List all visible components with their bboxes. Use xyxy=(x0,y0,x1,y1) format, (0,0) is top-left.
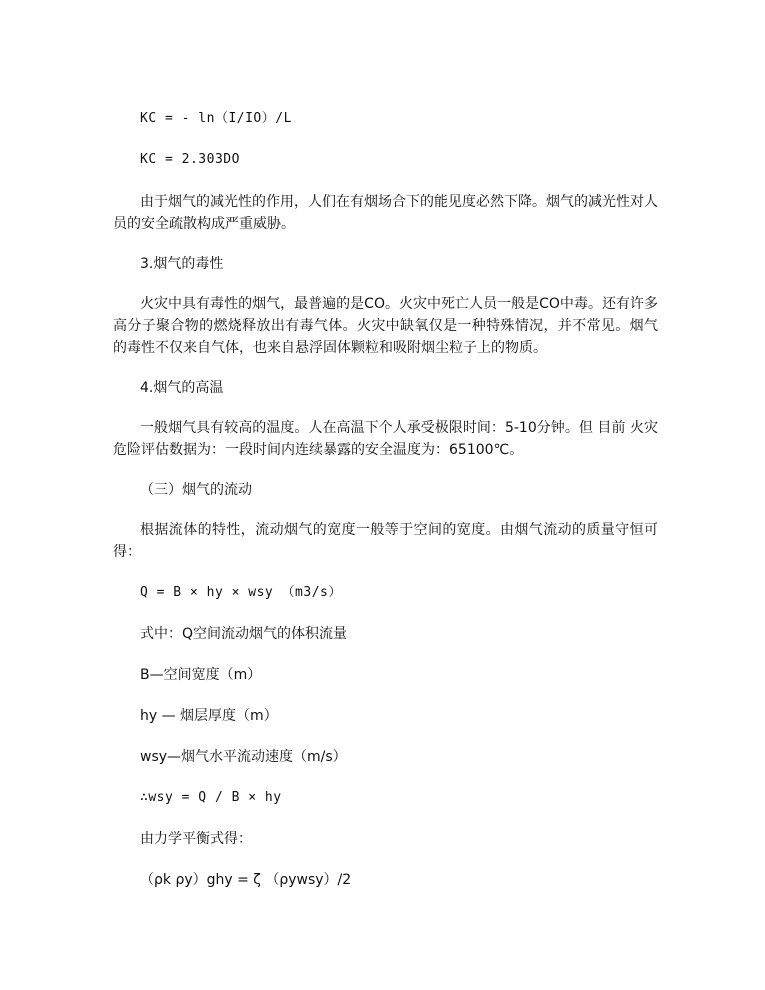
heading-high-temperature: 4.烟气的高温 xyxy=(140,380,224,396)
definition-hy: hy — 烟层厚度（m） xyxy=(140,708,278,724)
formula-wsy: ∴wsy = Q / B × hy xyxy=(140,790,282,805)
text-mechanical-balance: 由力学平衡式得： xyxy=(140,831,252,847)
heading-toxicity: 3.烟气的毒性 xyxy=(140,256,224,272)
paragraph-high-temperature: 一般烟气具有较高的温度。人在高温下个人承受极限时间：5-10分钟。但 目前 火灾危险评估数据为：一段时间内连续暴露的安全温度为：65100℃。 xyxy=(113,420,658,458)
formula-flow-rate: Q = B × hy × wsy （m3/s） xyxy=(140,585,342,600)
paragraph-light-reduction: 由于烟气的减光性的作用，人们在有烟场合下的能见度必然下降。烟气的减光性对人员的安全疏散构成严重威胁。 xyxy=(113,194,658,232)
formula-balance: （ρk ρy）ghy = ζ （ρywsy）/2 xyxy=(140,872,352,888)
formula-kc-ln: KC = - ln（I/IO）/L xyxy=(140,111,292,126)
paragraph-smoke-flow: 根据流体的特性，流动烟气的宽度一般等于空间的宽度。由烟气流动的质量守恒可得： xyxy=(113,522,658,560)
definition-q: 式中：Q空间流动烟气的体积流量 xyxy=(140,626,348,642)
paragraph-toxicity: 火灾中具有毒性的烟气，最普遍的是CO。火灾中死亡人员一般是CO中毒。还有许多高分子聚合物的燃烧释放出有毒气体。火灾中缺氧仅是一种特殊情况，并不常见。烟气的毒性不仅来自气体，也来自悬浮固体颗粒和吸附烟尘粒子上的物质。 xyxy=(113,296,658,356)
formula-kc-do: KC = 2.303DO xyxy=(140,152,240,167)
definition-wsy: wsy—烟气水平流动速度（m/s） xyxy=(140,749,347,765)
definition-b: B—空间宽度（m） xyxy=(140,667,262,683)
heading-smoke-flow: （三）烟气的流动 xyxy=(140,482,252,498)
